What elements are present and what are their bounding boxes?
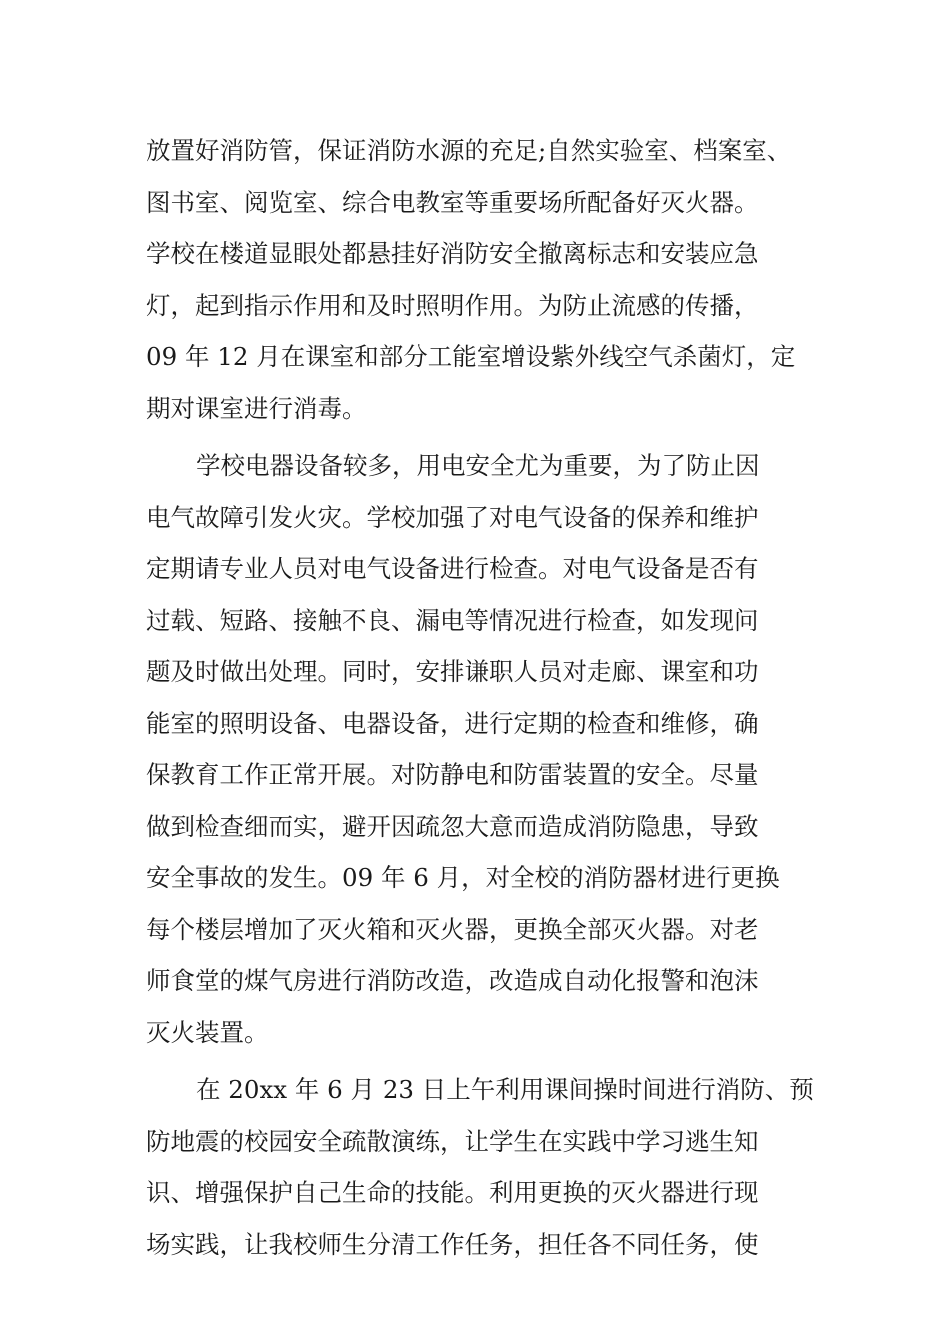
text-line: 图书室、阅览室、综合电教室等重要场所配备好灭火器。 [146, 187, 759, 217]
text-line: 过载、短路、接触不良、漏电等情况进行检查，如发现问 [146, 605, 759, 635]
text-line: 灭火装置。 [146, 1017, 269, 1047]
text-line: 电气故障引发火灾。学校加强了对电气设备的保养和维护 [146, 502, 759, 532]
text-line: 定期请专业人员对电气设备进行检查。对电气设备是否有 [146, 554, 759, 583]
document-body [146, 125, 836, 1270]
text-line: 场实践，让我校师生分清工作任务，担任各不同任务，使 [146, 1229, 759, 1259]
paragraph-1 [146, 125, 836, 434]
text-line: 防地震的校园安全疏散演练，让学生在实践中学习逃生知 [146, 1126, 759, 1156]
paragraph-3 [146, 1064, 836, 1270]
text-line: 09 年 12 月在课室和部分工能室增设紫外线空气杀菌灯，定 [146, 342, 796, 371]
text-line: 灯，起到指示作用和及时照明作用。为防止流感的传播， [146, 290, 759, 320]
text-line: 在 20xx 年 6 月 23 日上午利用课间操时间进行消防、预 [196, 1075, 814, 1104]
text-line: 保教育工作正常开展。对防静电和防雷装置的安全。尽量 [146, 760, 759, 789]
text-line: 每个楼层增加了灭火箱和灭火器，更换全部灭火器。对老 [146, 914, 759, 944]
text-line: 题及时做出处理。同时，安排谦职人员对走廊、课室和功 [146, 657, 759, 686]
text-line: 期对课室进行消毒。 [146, 393, 367, 423]
text-line: 做到检查细而实，避开因疏忽大意而造成消防隐患，导致 [146, 811, 759, 841]
text-line: 识、增强保护自己生命的技能。利用更换的灭火器进行现 [146, 1178, 759, 1207]
text-line: 学校电器设备较多，用电安全尤为重要，为了防止因 [196, 451, 760, 480]
paragraph-2 [146, 440, 836, 1058]
text-line: 能室的照明设备、电器设备，进行定期的检查和维修，确 [146, 708, 759, 738]
text-line: 安全事故的发生。09 年 6 月，对全校的消防器材进行更换 [146, 863, 780, 892]
text-line: 放置好消防管，保证消防水源的充足;自然实验室、档案室、 [146, 136, 792, 165]
text-line: 师食堂的煤气房进行消防改造，改造成自动化报警和泡沫 [146, 966, 759, 995]
text-line: 学校在楼道显眼处都悬挂好消防安全撤离标志和安装应急 [146, 239, 759, 268]
